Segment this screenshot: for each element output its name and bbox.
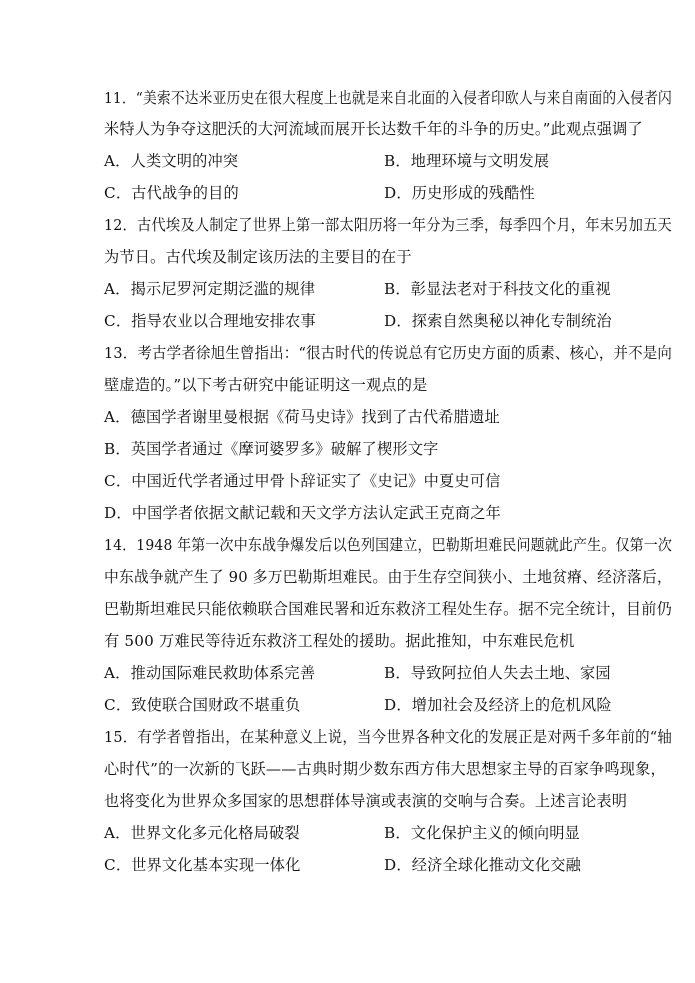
question-stem-line: 15．有学者曾指出，在某种意义上说，当今世界各种文化的发展正是对两千多年前的“轴 <box>104 728 673 746</box>
option-text: 文化保护主义的倾向明显 <box>410 824 581 842</box>
option-label: A． <box>104 280 131 298</box>
option-label: A． <box>104 824 131 842</box>
option-text: 指导农业以合理地安排农事 <box>131 312 316 330</box>
option-text: 经济全球化推动文化交融 <box>411 856 582 874</box>
question-stem-line: 12．古代埃及人制定了世界上第一部太阳历将一年分为三季，每季四个月，年末另加五天 <box>104 216 673 234</box>
option-d <box>384 855 581 875</box>
option-b <box>384 279 611 299</box>
option-label: A． <box>104 408 131 426</box>
option-text: 中国学者依据文献记载和天文学方法认定武王克商之年 <box>131 504 502 522</box>
option-label: B． <box>384 280 411 298</box>
question-stem-line: 巴勒斯坦难民只能依赖联合国难民署和近东救济工程处生存。据不完全统计，目前仍 <box>104 600 672 618</box>
option-text: 探索自然奥秘以神化专制统治 <box>411 312 612 330</box>
option-label: C． <box>104 472 132 490</box>
option-c <box>104 855 300 875</box>
option-b <box>384 823 580 843</box>
option-text: 增加社会及经济上的危机风险 <box>411 696 612 714</box>
option-text: 导致阿拉伯人失去土地、家园 <box>410 664 611 682</box>
option-text: 德国学者谢里曼根据《荷马史诗》找到了古代希腊遗址 <box>130 408 500 426</box>
option-label: A． <box>104 664 131 682</box>
option-label: C． <box>104 312 132 330</box>
option-a <box>104 663 315 683</box>
question-stem-line: 11．“美索不达米亚历史在很大程度上也就是来自北面的入侵者印欧人与来自南面的入侵者闪 <box>104 89 672 107</box>
option-d <box>384 183 535 203</box>
option-label: B． <box>384 664 411 682</box>
option-label: D． <box>384 856 412 874</box>
option-a <box>104 823 300 843</box>
option-text: 历史形成的残酷性 <box>411 184 535 202</box>
option-label: D． <box>384 184 412 202</box>
option-text: 地理环境与文明发展 <box>410 152 550 170</box>
option-c <box>104 311 316 331</box>
question-stem-line: 为节日。古代埃及制定该历法的主要目的在于 <box>104 248 412 266</box>
option-c <box>104 471 501 491</box>
option-text: 人类文明的冲突 <box>130 152 239 170</box>
option-text: 古代战争的目的 <box>131 184 239 202</box>
option-text: 推动国际难民救助体系完善 <box>130 664 316 682</box>
option-c <box>104 183 239 203</box>
option-a <box>104 151 238 171</box>
option-label: C． <box>104 696 132 714</box>
option-label: D． <box>384 696 412 714</box>
option-label: B． <box>384 152 411 170</box>
option-label: C． <box>104 184 132 202</box>
question-stem-line: 壁虚造的。”以下考古研究中能证明这一观点的是 <box>104 376 428 394</box>
option-label: C． <box>104 856 132 874</box>
option-a <box>104 407 500 427</box>
question-stem-line: 中东战争就产生了 90 多万巴勒斯坦难民。由于生存空间狭小、土地贫瘠、经济落后， <box>104 568 672 586</box>
option-text: 世界文化多元化格局破裂 <box>130 824 300 842</box>
option-label: B． <box>384 824 411 842</box>
option-text: 世界文化基本实现一体化 <box>131 856 301 874</box>
option-label: A． <box>104 152 131 170</box>
option-text: 揭示尼罗河定期泛滥的规律 <box>130 280 316 298</box>
question-stem-line: 13．考古学者徐旭生曾指出：“很古时代的传说总有它历史方面的质素、核心，并不是向 <box>104 344 673 362</box>
option-label: B． <box>104 440 131 458</box>
option-b <box>384 151 549 171</box>
option-label: D． <box>104 504 132 522</box>
option-label: D． <box>384 312 412 330</box>
question-stem-line: 米特人为争夺这肥沃的大河流域而展开长达数千年的斗争的历史。”此观点强调了 <box>104 120 643 138</box>
option-d <box>384 311 612 331</box>
option-text: 彰显法老对于科技文化的重视 <box>410 280 611 298</box>
option-c <box>104 695 300 715</box>
option-text: 中国近代学者通过甲骨卜辞证实了《史记》中夏史可信 <box>131 472 501 490</box>
option-b <box>384 663 611 683</box>
option-a <box>104 279 315 299</box>
question-stem-line: 14．1948 年第一次中东战争爆发后以色列国建立，巴勒斯坦难民问题就此产生。仅第一次 <box>104 536 673 554</box>
question-stem-line: 有 500 万难民等待近东救济工程处的援助。据此推知，中东难民危机 <box>104 632 575 650</box>
question-stem-line: 也将变化为世界众多国家的思想群体导演或表演的交响与合奏。上述言论表明 <box>104 792 628 810</box>
question-stem-line: 心时代”的一次新的飞跃——古典时期少数东西方伟大思想家主导的百家争鸣现象， <box>104 760 666 778</box>
option-b <box>104 439 439 459</box>
option-d <box>384 695 612 715</box>
option-text: 致使联合国财政不堪重负 <box>131 696 301 714</box>
option-text: 英国学者通过《摩诃婆罗多》破解了楔形文字 <box>130 440 439 458</box>
option-d <box>104 503 501 523</box>
